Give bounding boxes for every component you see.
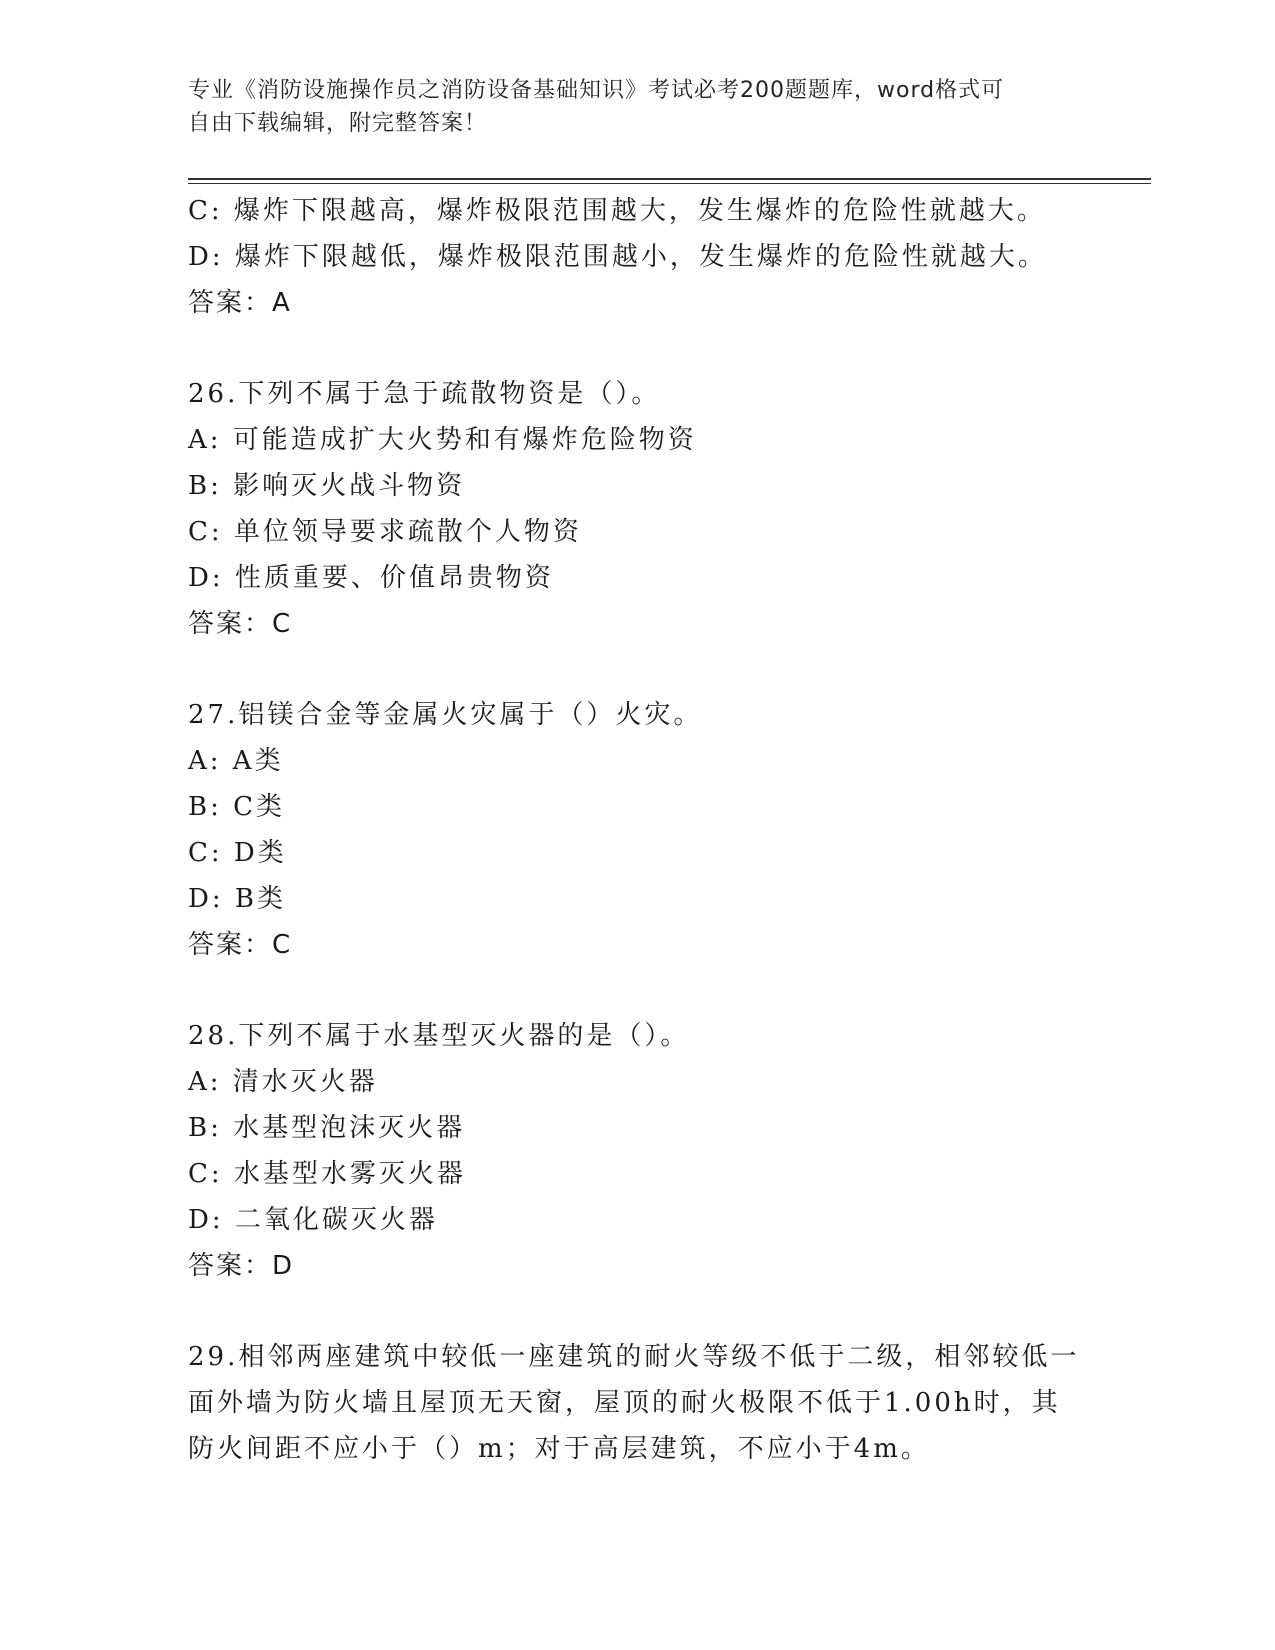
answer: 答案：C — [188, 609, 293, 639]
spacer — [188, 968, 1088, 1013]
question-29 — [188, 1334, 1088, 1472]
option-b: B: C类 — [188, 792, 286, 822]
option-c: C: D类 — [188, 838, 287, 868]
question-stem: 28.下列不属于水基型灭火器的是（）。 — [188, 1021, 690, 1051]
spacer — [188, 647, 1088, 692]
option-a: A: A类 — [188, 746, 284, 776]
option-d: D: B类 — [188, 884, 286, 914]
option-a: A: 清水灭火器 — [188, 1067, 378, 1097]
option-c: C: 单位领导要求疏散个人物资 — [188, 517, 582, 547]
option-b: B: 影响灭火战斗物资 — [188, 471, 466, 501]
question-26 — [188, 371, 1088, 647]
answer: 答案：A — [188, 288, 292, 318]
header-title-line-1: 专业《消防设施操作员之消防设备基础知识》考试必考200题题库，word格式可 — [188, 78, 1005, 103]
answer: 答案：D — [188, 1251, 295, 1281]
question-stem-line-2: 面外墙为防火墙且屋顶无天窗，屋顶的耐火极限不低于1.00h时，其 — [188, 1388, 1061, 1418]
option-d: D: 爆炸下限越低，爆炸极限范围越小，发生爆炸的危险性就越大。 — [188, 242, 1047, 272]
option-a: A: 可能造成扩大火势和有爆炸危险物资 — [188, 425, 697, 455]
question-28 — [188, 1013, 1088, 1289]
header-divider — [188, 178, 1151, 184]
document-header — [188, 74, 1088, 140]
option-d: D: 二氧化碳灭火器 — [188, 1205, 438, 1235]
question-stem: 27.铝镁合金等金属火灾属于（）火灾。 — [188, 700, 703, 730]
question-stem-line-1: 29.相邻两座建筑中较低一座建筑的耐火等级不低于二级，相邻较低一 — [188, 1342, 1080, 1372]
spacer — [188, 1289, 1088, 1334]
question-stem-line-3: 防火间距不应小于（）m；对于高层建筑，不应小于4m。 — [188, 1434, 930, 1464]
option-c: C: 水基型水雾灭火器 — [188, 1159, 466, 1189]
question-list — [188, 188, 1088, 1472]
option-b: B: 水基型泡沫灭火器 — [188, 1113, 466, 1143]
header-title-line-2: 自由下载编辑，附完整答案！ — [188, 111, 488, 136]
question-stem: 26.下列不属于急于疏散物资是（）。 — [188, 379, 661, 409]
option-d: D: 性质重要、价值昂贵物资 — [188, 563, 554, 593]
answer: 答案：C — [188, 930, 293, 960]
question-27 — [188, 692, 1088, 968]
spacer — [188, 326, 1088, 371]
option-c: C: 爆炸下限越高，爆炸极限范围越大，发生爆炸的危险性就越大。 — [188, 196, 1046, 226]
question-25 — [188, 188, 1088, 326]
